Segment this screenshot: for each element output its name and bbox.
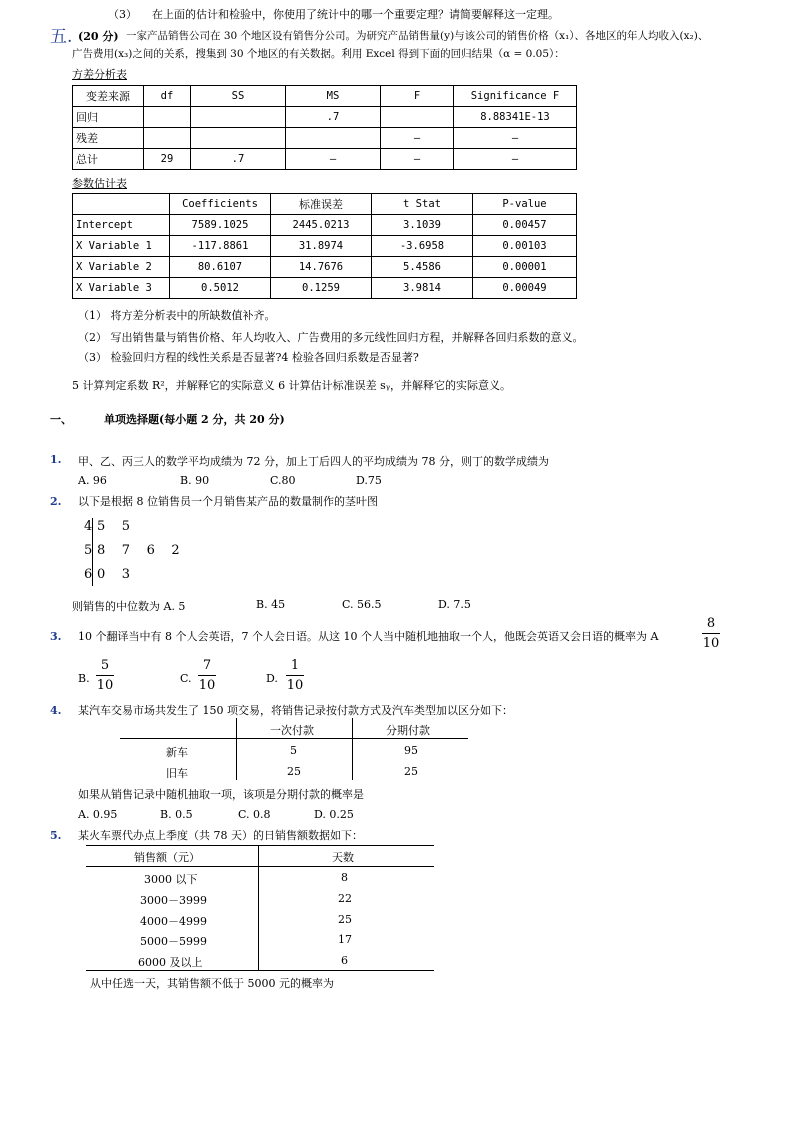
table-row bbox=[73, 107, 577, 128]
q1-option-c: C.80 bbox=[270, 474, 296, 487]
anova-header-cell: 变差来源 bbox=[73, 86, 144, 107]
fraction-numerator: 1 bbox=[290, 658, 300, 673]
q2-option-d: D. 7.5 bbox=[438, 598, 471, 611]
params-cell: 14.7676 bbox=[271, 257, 372, 278]
q5-question: 从中任选一天，其销售额不低于 5000 元的概率为 bbox=[90, 977, 334, 990]
params-cell: 0.00103 bbox=[473, 236, 577, 257]
anova-cell bbox=[286, 128, 381, 149]
params-cell: X Variable 2 bbox=[73, 257, 170, 278]
q5-row-label: 4000－4999 bbox=[140, 915, 207, 928]
params-cell: 0.00001 bbox=[473, 257, 577, 278]
q4-option-c: C. 0.8 bbox=[238, 808, 271, 821]
anova-cell: .7 bbox=[191, 149, 286, 170]
subq-1: （1） 将方差分析表中的所缺数值补齐。 bbox=[78, 309, 276, 322]
q5-cell: 17 bbox=[338, 933, 352, 946]
fraction-numerator: 7 bbox=[202, 658, 212, 673]
q3-option-a-fraction bbox=[702, 616, 720, 651]
fraction-numerator: 8 bbox=[706, 616, 716, 631]
params-cell: -117.8861 bbox=[170, 236, 271, 257]
params-header-cell: 标准误差 bbox=[271, 194, 372, 215]
fraction-bar bbox=[702, 633, 720, 634]
params-cell: 80.6107 bbox=[170, 257, 271, 278]
table-row bbox=[73, 128, 577, 149]
leaf-values: 0 3 bbox=[97, 567, 131, 582]
q5-number: 5. bbox=[50, 829, 62, 842]
q5-header-number: 五. bbox=[50, 27, 73, 47]
params-cell: 31.8974 bbox=[271, 236, 372, 257]
q3-text: 10 个翻译当中有 8 个人会英语，7 个人会日语。从这 10 个人当中随机地抽取一个人，他既会英语又会日语的概率为 A bbox=[78, 630, 659, 643]
q3-option-c-label: C. bbox=[180, 672, 192, 685]
stem-value: 6 bbox=[84, 567, 93, 582]
q3-option-d-fraction bbox=[286, 658, 304, 693]
subq-3: （3） 检验回归方程的线性关系是否显著?4 检验各回归系数是否显著? bbox=[78, 351, 419, 364]
q1-text: 甲、乙、丙三人的数学平均成绩为 72 分，加上丁后四人的平均成绩为 78 分，则丁的数学成绩为 bbox=[78, 455, 549, 468]
q4-cell: 5 bbox=[290, 744, 297, 757]
q3-option-b-label: B. bbox=[78, 672, 90, 685]
q3-intro-text: 在上面的估计和检验中，你使用了统计中的哪一个重要定理？请简要解释这一定理。 bbox=[152, 8, 559, 21]
anova-cell bbox=[144, 128, 191, 149]
q4-cell: 25 bbox=[404, 765, 418, 778]
leaf-values: 5 5 bbox=[97, 519, 131, 534]
anova-header-cell: df bbox=[144, 86, 191, 107]
subq-2: （2） 写出销售量与销售价格、年人均收入、广告费用的多元线性回归方程，并解释各回归系数的意义。 bbox=[78, 331, 584, 344]
q5-table-divider bbox=[258, 845, 259, 970]
q4-row-label: 新车 bbox=[166, 746, 188, 759]
q3-intro-num: （3） bbox=[108, 8, 137, 21]
q2-text: 以下是根据 8 位销售员一个月销售某产品的数量制作的茎叶图 bbox=[78, 495, 378, 508]
anova-cell: 8.88341E-13 bbox=[454, 107, 577, 128]
params-cell: 0.1259 bbox=[271, 278, 372, 299]
q4-row-label: 旧车 bbox=[166, 767, 188, 780]
anova-header-row bbox=[73, 86, 577, 107]
params-cell: -3.6958 bbox=[372, 236, 473, 257]
fraction-numerator: 5 bbox=[100, 658, 110, 673]
params-cell: 0.00457 bbox=[473, 215, 577, 236]
q4-cell: 95 bbox=[404, 744, 418, 757]
q4-header-lump-sum: 一次付款 bbox=[270, 724, 314, 737]
q5-text: 某火车票代办点上季度（共 78 天）的日销售额数据如下： bbox=[78, 829, 363, 842]
anova-cell: — bbox=[454, 128, 577, 149]
anova-cell bbox=[381, 107, 454, 128]
q4-question: 如果从销售记录中随机抽取一项，该项是分期付款的概率是 bbox=[78, 788, 364, 801]
q4-table-divider bbox=[352, 718, 353, 780]
table-row bbox=[73, 215, 577, 236]
anova-cell: — bbox=[381, 149, 454, 170]
q5-row-label: 6000 及以上 bbox=[138, 956, 203, 969]
table-row bbox=[73, 149, 577, 170]
params-header-cell bbox=[73, 194, 170, 215]
q4-option-b: B. 0.5 bbox=[160, 808, 193, 821]
q4-option-d: D. 0.25 bbox=[314, 808, 354, 821]
q5-table-bottom-rule bbox=[86, 970, 434, 971]
anova-cell: — bbox=[454, 149, 577, 170]
fraction-denominator: 10 bbox=[96, 678, 114, 693]
params-cell: 0.5012 bbox=[170, 278, 271, 299]
anova-cell bbox=[191, 128, 286, 149]
params-table bbox=[72, 193, 577, 299]
q5-cell: 6 bbox=[341, 954, 348, 967]
q4-cell: 25 bbox=[287, 765, 301, 778]
q2-option-c: C. 56.5 bbox=[342, 598, 382, 611]
params-header-row bbox=[73, 194, 577, 215]
params-cell: 0.00049 bbox=[473, 278, 577, 299]
q2-option-b: B. 45 bbox=[256, 598, 286, 611]
params-cell: 3.1039 bbox=[372, 215, 473, 236]
anova-table bbox=[72, 85, 577, 170]
anova-cell: — bbox=[381, 128, 454, 149]
q4-header-installment: 分期付款 bbox=[386, 724, 430, 737]
q5-header-line2: 广告费用(x₃)之间的关系，搜集到 30 个地区的有关数据。利用 Excel 得到下面的回归结果（α = 0.05）： bbox=[72, 48, 565, 60]
q5-header-line1: 一家产品销售公司在 30 个地区设有销售分公司。为研究产品销售量(y)与该公司的销售价格（x₁）、各地区的年人均收入(x₂)、 bbox=[126, 30, 709, 42]
anova-header-cell: SS bbox=[191, 86, 286, 107]
stem-value: 5 bbox=[84, 543, 93, 558]
fraction-bar bbox=[96, 675, 114, 676]
q1-option-d: D.75 bbox=[356, 474, 382, 487]
q5-table-top-rule bbox=[86, 845, 434, 846]
q4-table-divider bbox=[236, 718, 237, 780]
table-row bbox=[73, 278, 577, 299]
params-header-cell: t Stat bbox=[372, 194, 473, 215]
anova-cell bbox=[144, 107, 191, 128]
q3-option-b-fraction bbox=[96, 658, 114, 693]
params-cell: 5.4586 bbox=[372, 257, 473, 278]
q2-number: 2. bbox=[50, 495, 62, 508]
params-header-cell: Coefficients bbox=[170, 194, 271, 215]
q4-text: 某汽车交易市场共发生了 150 项交易，将销售记录按付款方式及汽车类型加以区分如下： bbox=[78, 704, 513, 717]
fraction-denominator: 10 bbox=[198, 678, 216, 693]
q5-cell: 8 bbox=[341, 871, 348, 884]
fraction-denominator: 10 bbox=[286, 678, 304, 693]
fraction-denominator: 10 bbox=[702, 636, 720, 651]
stem-value: 4 bbox=[84, 519, 93, 534]
anova-cell: — bbox=[286, 149, 381, 170]
q5-header-days: 天数 bbox=[332, 851, 354, 864]
anova-header-cell: F bbox=[381, 86, 454, 107]
params-cell: X Variable 3 bbox=[73, 278, 170, 299]
table-row bbox=[73, 257, 577, 278]
leaf-values: 8 7 6 2 bbox=[97, 543, 180, 558]
q4-option-a: A. 0.95 bbox=[78, 808, 118, 821]
anova-cell: .7 bbox=[286, 107, 381, 128]
q5-row-label: 3000 以下 bbox=[144, 873, 198, 886]
params-cell: 3.9814 bbox=[372, 278, 473, 299]
anova-header-cell: MS bbox=[286, 86, 381, 107]
fraction-bar bbox=[198, 675, 216, 676]
q1-option-a: A. 96 bbox=[78, 474, 107, 487]
anova-title: 方差分析表 bbox=[72, 68, 127, 81]
params-cell: Intercept bbox=[73, 215, 170, 236]
q5-cell: 25 bbox=[338, 913, 352, 926]
params-title: 参数估计表 bbox=[72, 177, 127, 190]
q3-number: 3. bbox=[50, 630, 62, 643]
q3-option-c-fraction bbox=[198, 658, 216, 693]
anova-cell: 回归 bbox=[73, 107, 144, 128]
section-title: 单项选择题(每小题 2 分，共 20 分) bbox=[104, 413, 285, 426]
q5-table-header-rule bbox=[86, 866, 434, 867]
fraction-bar bbox=[286, 675, 304, 676]
anova-header-cell: Significance F bbox=[454, 86, 577, 107]
params-cell: 2445.0213 bbox=[271, 215, 372, 236]
params-cell: X Variable 1 bbox=[73, 236, 170, 257]
anova-cell: 29 bbox=[144, 149, 191, 170]
anova-cell: 总计 bbox=[73, 149, 144, 170]
table-row bbox=[73, 236, 577, 257]
q5-header-score: (20 分) bbox=[78, 30, 119, 43]
params-cell: 7589.1025 bbox=[170, 215, 271, 236]
q5-cell: 22 bbox=[338, 892, 352, 905]
q5-row-label: 5000－5999 bbox=[140, 935, 207, 948]
subq-4: 5 计算判定系数 R²，并解释它的实际意义 6 计算估计标准误差 sᵧ，并解释它的实际意义。 bbox=[72, 379, 511, 392]
q4-number: 4. bbox=[50, 704, 62, 717]
q1-option-b: B. 90 bbox=[180, 474, 210, 487]
q1-number: 1. bbox=[50, 453, 62, 466]
q2-answer-text: 则销售的中位数为 A. 5 bbox=[72, 600, 186, 613]
anova-cell bbox=[191, 107, 286, 128]
q4-table-header-rule bbox=[120, 738, 468, 739]
section-number: 一、 bbox=[50, 413, 72, 426]
q5-header-sales: 销售额（元） bbox=[134, 851, 200, 864]
anova-cell: 残差 bbox=[73, 128, 144, 149]
q5-row-label: 3000－3999 bbox=[140, 894, 207, 907]
q3-option-d-label: D. bbox=[266, 672, 278, 685]
params-header-cell: P-value bbox=[473, 194, 577, 215]
